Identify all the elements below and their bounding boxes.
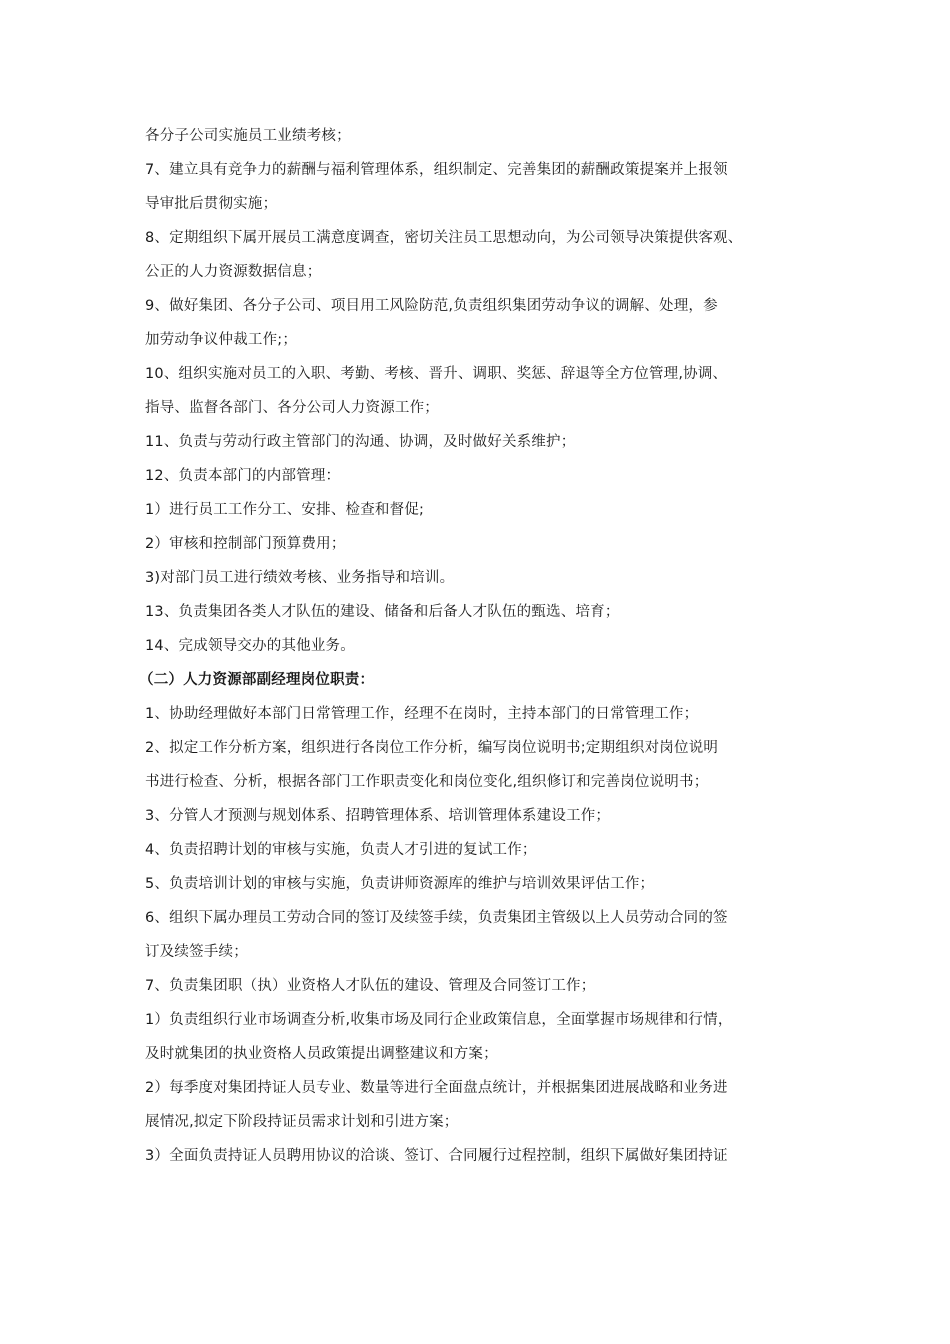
text-line: 14、完成领导交办的其他业务。 — [145, 638, 355, 654]
text-line: 7、负责集团职（执）业资格人才队伍的建设、管理及合同签订工作； — [145, 978, 596, 994]
text-line: 各分子公司实施员工业绩考核； — [145, 128, 351, 144]
text-line: 10、组织实施对员工的入职、考勤、考核、晋升、调职、奖惩、辞退等全方位管理,协调、 — [145, 366, 728, 382]
text-line: 2）每季度对集团持证人员专业、数量等进行全面盘点统计，并根据集团进展战略和业务进 — [145, 1080, 728, 1096]
text-line: 11、负责与劳动行政主管部门的沟通、协调，及时做好关系维护； — [145, 434, 576, 450]
text-line: 指导、监督各部门、各分公司人力资源工作； — [145, 400, 439, 416]
text-line: 展情况,拟定下阶段持证员需求计划和引进方案； — [145, 1114, 459, 1130]
text-line: 1、协助经理做好本部门日常管理工作，经理不在岗时，主持本部门的日常管理工作； — [145, 706, 699, 722]
text-line: 3)对部门员工进行绩效考核、业务指导和培训。 — [145, 570, 455, 586]
text-line: 9、做好集团、各分子公司、项目用工风险防范,负责组织集团劳动争议的调解、处理，参 — [145, 298, 718, 314]
text-line: 2）审核和控制部门预算费用； — [145, 536, 346, 552]
text-line: 5、负责培训计划的审核与实施，负责讲师资源库的维护与培训效果评估工作； — [145, 876, 655, 892]
text-line: 加劳动争议仲裁工作;； — [145, 332, 298, 348]
text-line: 12、负责本部门的内部管理： — [145, 468, 341, 484]
text-line: 1）进行员工工作分工、安排、检查和督促; — [145, 502, 425, 518]
text-line: 公正的人力资源数据信息； — [145, 264, 322, 280]
text-line: 6、组织下属办理员工劳动合同的签订及续签手续，负责集团主管级以上人员劳动合同的签 — [145, 910, 728, 926]
text-line: 3）全面负责持证人员聘用协议的洽谈、签订、合同履行过程控制，组织下属做好集团持证 — [145, 1148, 728, 1164]
text-line: 7、建立具有竞争力的薪酬与福利管理体系，组织制定、完善集团的薪酬政策提案并上报领 — [145, 162, 728, 178]
text-line: 订及续签手续； — [145, 944, 248, 960]
text-line: 导审批后贯彻实施； — [145, 196, 278, 212]
text-line: 8、定期组织下属开展员工满意度调查，密切关注员工思想动向，为公司领导决策提供客观、 — [145, 230, 743, 246]
text-line: 1）负责组织行业市场调查分析,收集市场及同行企业政策信息，全面掌握市场规律和行情， — [145, 1012, 733, 1028]
text-line: 4、负责招聘计划的审核与实施，负责人才引进的复试工作； — [145, 842, 537, 858]
text-line: 3、分管人才预测与规划体系、招聘管理体系、培训管理体系建设工作； — [145, 808, 611, 824]
section-heading: （二）人力资源部副经理岗位职责： — [139, 672, 375, 688]
text-line: 13、负责集团各类人才队伍的建设、储备和后备人才队伍的甄选、培育； — [145, 604, 620, 620]
text-line: 书进行检查、分析，根据各部门工作职责变化和岗位变化,组织修订和完善岗位说明书； — [145, 774, 709, 790]
text-line: 及时就集团的执业资格人员政策提出调整建议和方案； — [145, 1046, 498, 1062]
text-line: 2、拟定工作分析方案，组织进行各岗位工作分析，编写岗位说明书;定期组织对岗位说明 — [145, 740, 719, 756]
